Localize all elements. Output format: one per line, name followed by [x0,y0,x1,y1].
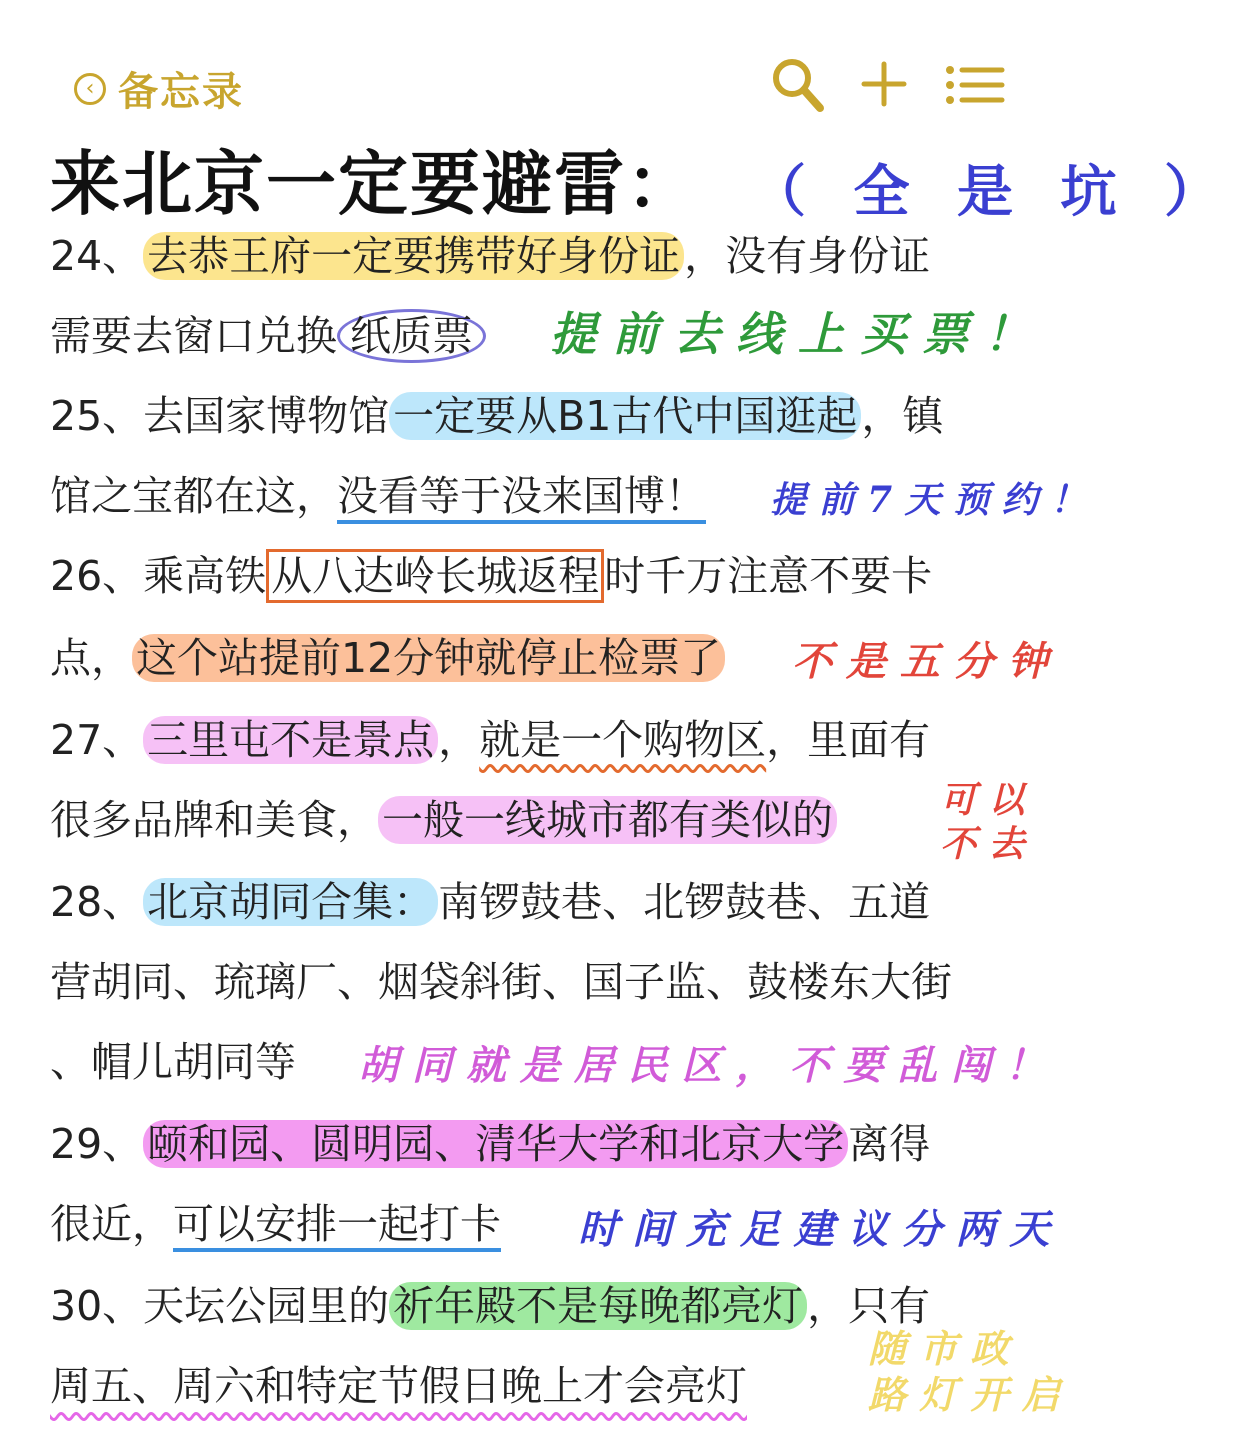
note-line-24b [50,300,486,372]
annotation-not-five-min: 不 是 五 分 钟 [792,638,1048,685]
note-title: 来北京一定要避雷： [50,143,698,225]
annotation-can-skip [940,778,1025,866]
item-number: 29、 [50,1120,144,1168]
line-text: ，没有身份证 [684,232,931,280]
note-line-26 [50,540,932,612]
note-line-30b [50,1350,747,1422]
line-text: 点， [50,634,132,682]
line-text: 时千万注意不要卡 [604,552,933,600]
note-line-28c: 、帽儿胡同等 [50,1038,296,1086]
underlined-text: 没看等于没来国博！ [337,472,706,524]
annotation-buy-online: 提 前 去 线 上 买 票 ！ [550,307,1031,361]
note-line-27b [50,784,837,856]
highlight-yellow: 去恭王府一定要携带好身份证 [143,232,684,280]
search-icon[interactable] [768,52,828,116]
item-number: 28、 [50,878,144,926]
note-line-29b [50,1188,501,1260]
line-text: 去国家博物馆 [143,392,390,440]
note-line-30 [50,1270,930,1342]
line-text: 馆之宝都在这， [50,472,337,520]
highlight-orange: 这个站提前12分钟就停止检票了 [132,634,725,682]
highlight-green: 祈年殿不是每晚都亮灯 [389,1282,807,1330]
top-bar [0,0,1080,120]
annotation-line: 路 灯 开 启 [868,1372,1060,1417]
wavy-underlined-text: 周五、周六和特定节假日晚上才会亮灯 [50,1362,747,1410]
plus-icon[interactable] [860,52,908,116]
wavy-underlined-text: 就是一个购物区 [479,716,767,764]
highlight-blue: 北京胡同合集： [143,878,438,926]
line-text: 很近， [50,1200,173,1248]
note-line-27 [50,704,930,776]
line-text: ，只有 [807,1282,931,1330]
line-text: 离得 [848,1120,931,1168]
line-text: ，镇 [861,392,944,440]
note-line-25 [50,380,943,452]
highlight-pink: 三里屯不是景点 [143,716,438,764]
highlight-blue: 一定要从B1古代中国逛起 [389,392,861,440]
circled-text: 纸质票 [337,309,486,363]
toolbar [760,52,1020,116]
back-label: 备忘录 [118,69,244,115]
annotation-line: 可 以 [940,779,1025,821]
annotation-reserve: 提 前 7 天 预 约 ！ [770,479,1087,521]
annotation-line: 随 市 政 [868,1326,1009,1371]
item-number: 27、 [50,716,144,764]
annotation-street-lights [868,1326,1060,1418]
annotation-two-days: 时 间 充 足 建 议 分 两 天 [578,1206,1050,1253]
underlined-text: 可以安排一起打卡 [173,1200,501,1252]
boxed-text: 从八达岭长城返程 [266,549,604,603]
item-number: 30、 [50,1282,144,1330]
note-line-26b [50,622,725,694]
note-line-28b: 营胡同、琉璃厂、烟袋斜街、国子监、鼓楼东大街 [50,958,952,1006]
item-number: 24、 [50,232,144,280]
title-annotation: （ 全 是 坑 ） [750,159,1234,225]
line-text: 天坛公园里的 [143,1282,390,1330]
back-button[interactable] [74,60,244,117]
note-line-24 [50,220,930,292]
line-text: 需要去窗口兑换 [50,312,337,360]
annotation-line: 不 去 [940,823,1025,865]
chevron-left-icon: ‹ [74,73,106,105]
line-text: 乘高铁 [143,552,267,600]
highlight-magenta: 颐和园、圆明园、清华大学和北京大学 [143,1120,848,1168]
note-line-28 [50,866,930,938]
note-line-25b [50,460,706,532]
line-text: 南锣鼓巷、北锣鼓巷、五道 [438,878,931,926]
note-line-29 [50,1108,930,1180]
item-number: 26、 [50,552,144,600]
highlight-pink: 一般一线城市都有类似的 [378,796,837,844]
line-text: 很多品牌和美食， [50,796,378,844]
annotation-residential: 胡 同 就 是 居 民 区 ， 不 要 乱 闯 ！ [358,1042,1046,1089]
item-number: 25、 [50,392,144,440]
line-text: ， [438,716,480,764]
list-icon[interactable] [944,52,1006,116]
line-text: ，里面有 [766,716,931,764]
